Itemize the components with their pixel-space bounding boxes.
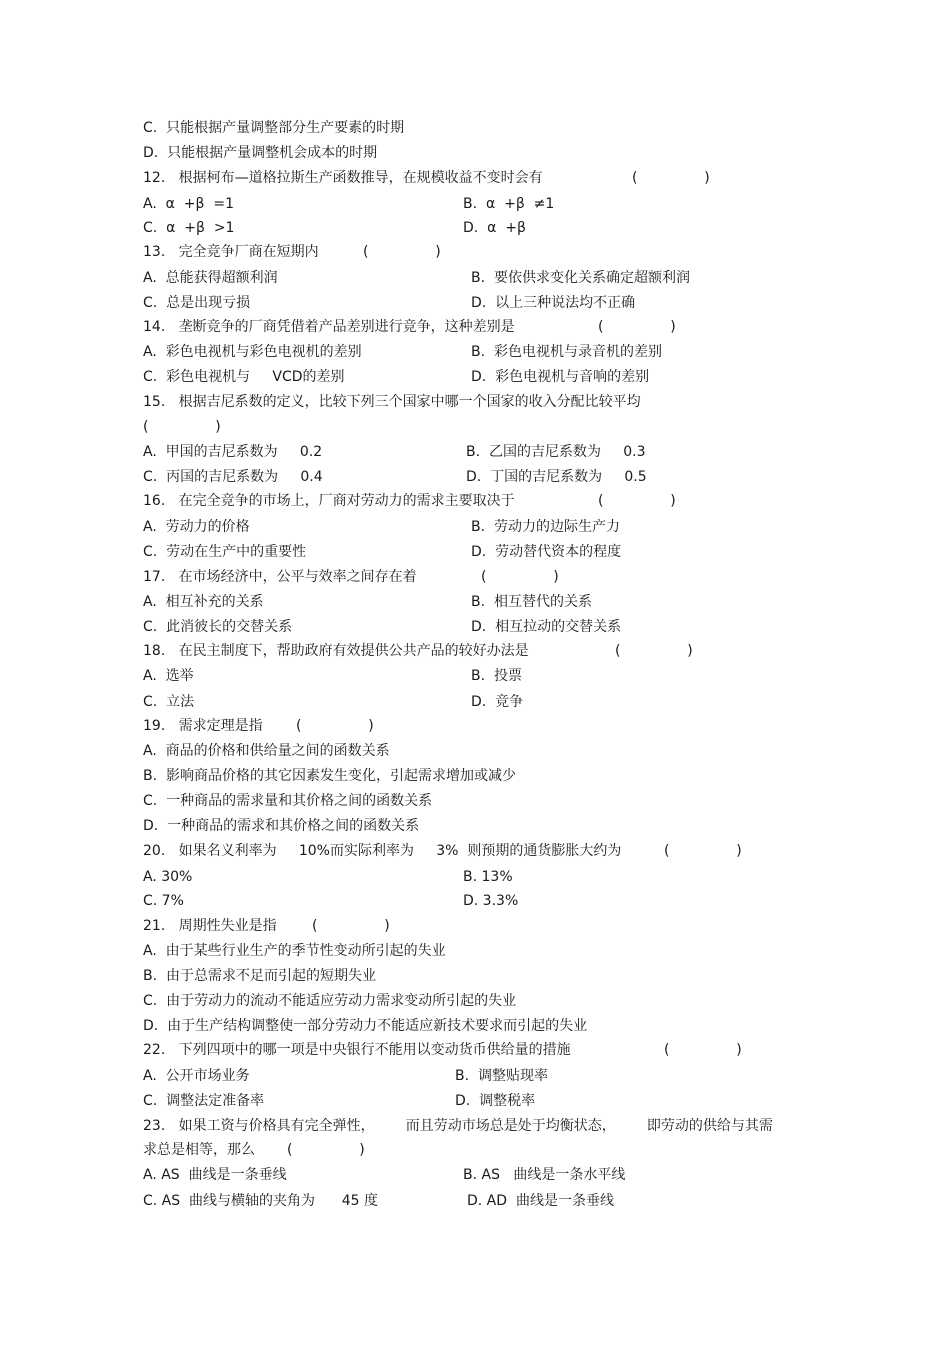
answer-blank: ( ) — [664, 843, 742, 859]
text-line: C. 此消彼长的交替关系 — [143, 619, 293, 635]
text-line: C. 总是出现亏损 — [143, 295, 251, 311]
option-text: D. α +β — [463, 220, 526, 236]
text-line: C. 立法 — [143, 694, 195, 710]
text-line: B. 影响商品价格的其它因素发生变化，引起需求增加或减少 — [143, 768, 516, 784]
answer-blank: ( ) — [615, 643, 693, 659]
answer-blank: ( ) — [598, 493, 676, 509]
text-line: C. 一种商品的需求量和其价格之间的函数关系 — [143, 793, 433, 809]
option-text: B. AS 曲线是一条水平线 — [463, 1167, 626, 1183]
text-line: A. AS 曲线是一条垂线 — [143, 1167, 287, 1183]
text-line: C. 丙国的吉尼系数为 0.4 — [143, 469, 323, 485]
text-line: C. 劳动在生产中的重要性 — [143, 544, 307, 560]
option-text: D. AD 曲线是一条垂线 — [467, 1193, 614, 1209]
text-line: C. 由于劳动力的流动不能适应劳动力需求变动所引起的失业 — [143, 993, 517, 1009]
answer-blank: ( ) — [598, 319, 676, 335]
text-line: ( ) — [143, 419, 221, 435]
answer-blank: ( ) — [664, 1042, 742, 1058]
text-line: D. 只能根据产量调整机会成本的时期 — [143, 145, 378, 161]
text-line: A. 甲国的吉尼系数为 0.2 — [143, 444, 323, 460]
option-text: B. 调整贴现率 — [455, 1068, 548, 1084]
text-line: A. 彩色电视机与彩色电视机的差别 — [143, 344, 362, 360]
text-line: C. 调整法定准备率 — [143, 1093, 265, 1109]
answer-blank: ( ) — [363, 244, 441, 260]
answer-blank: ( ) — [632, 170, 710, 186]
text-line: A. 商品的价格和供给量之间的函数关系 — [143, 743, 390, 759]
text-line: 19. 需求定理是指 — [143, 718, 263, 734]
option-text: D. 劳动替代资本的程度 — [471, 544, 622, 560]
option-text: B. 劳动力的边际生产力 — [471, 519, 620, 535]
option-text: D. 以上三种说法均不正确 — [471, 295, 636, 311]
text-line: 22. 下列四项中的哪一项是中央银行不能用以变动货币供给量的措施 — [143, 1042, 571, 1058]
option-text: D. 彩色电视机与音响的差别 — [471, 369, 650, 385]
text-line: 15. 根据吉尼系数的定义，比较下列三个国家中哪一个国家的收入分配比较平均 — [143, 394, 641, 410]
option-text: B. 相互替代的关系 — [471, 594, 592, 610]
option-text: B. 彩色电视机与录音机的差别 — [471, 344, 662, 360]
answer-blank: ( ) — [287, 1142, 365, 1158]
text-line: 17. 在市场经济中，公平与效率之间存在着 — [143, 569, 417, 585]
option-text: D. 竞争 — [471, 694, 524, 710]
option-text: B. 13% — [463, 869, 513, 885]
text-line: B. 由于总需求不足而引起的短期失业 — [143, 968, 376, 984]
option-text: B. 投票 — [471, 668, 522, 684]
text-line: A. 由于某些行业生产的季节性变动所引起的失业 — [143, 943, 446, 959]
text-line: A. 30% — [143, 869, 193, 885]
text-line: A. 公开市场业务 — [143, 1068, 250, 1084]
answer-blank: ( ) — [296, 718, 374, 734]
option-text: B. 要依供求变化关系确定超额利润 — [471, 270, 690, 286]
text-line: 13. 完全竞争厂商在短期内 — [143, 244, 319, 260]
text-line: A. α +β =1 — [143, 196, 235, 212]
text-line: C. α +β >1 — [143, 220, 235, 236]
text-line: C. 彩色电视机与 VCD的差别 — [143, 369, 345, 385]
text-line: 21. 周期性失业是指 — [143, 918, 277, 934]
option-text: B. 乙国的吉尼系数为 0.3 — [466, 444, 646, 460]
answer-blank: ( ) — [312, 918, 390, 934]
answer-blank: ( ) — [481, 569, 559, 585]
text-line: A. 劳动力的价格 — [143, 519, 250, 535]
option-text: D. 调整税率 — [455, 1093, 536, 1109]
text-line: 18. 在民主制度下，帮助政府有效提供公共产品的较好办法是 — [143, 643, 529, 659]
text-line: D. 由于生产结构调整使一部分劳动力不能适应新技术要求而引起的失业 — [143, 1018, 588, 1034]
text-line: 12. 根据柯布—道格拉斯生产函数推导，在规模收益不变时会有 — [143, 170, 543, 186]
text-line: 16. 在完全竞争的市场上，厂商对劳动力的需求主要取决于 — [143, 493, 515, 509]
text-line: A. 总能获得超额利润 — [143, 270, 278, 286]
text-line: 20. 如果名义利率为 10%而实际利率为 3% 则预期的通货膨胀大约为 — [143, 843, 622, 859]
text-line: A. 相互补充的关系 — [143, 594, 264, 610]
text-line: D. 一种商品的需求和其价格之间的函数关系 — [143, 818, 420, 834]
text-line: 求总是相等，那么 — [143, 1142, 255, 1158]
text-line: A. 选举 — [143, 668, 194, 684]
text-line: C. 只能根据产量调整部分生产要素的时期 — [143, 120, 405, 136]
text-line: 14. 垄断竞争的厂商凭借着产品差别进行竞争，这种差别是 — [143, 319, 515, 335]
text-line: 23. 如果工资与价格具有完全弹性， 而且劳动市场总是处于均衡状态， 即劳动的供给与其需 — [143, 1118, 773, 1134]
text-line: C. AS 曲线与横轴的夹角为 45 度 — [143, 1193, 379, 1209]
option-text: D. 相互拉动的交替关系 — [471, 619, 622, 635]
option-text: D. 3.3% — [463, 893, 519, 909]
text-line: C. 7% — [143, 893, 184, 909]
option-text: D. 丁国的吉尼系数为 0.5 — [466, 469, 647, 485]
option-text: B. α +β ≠1 — [463, 196, 555, 212]
